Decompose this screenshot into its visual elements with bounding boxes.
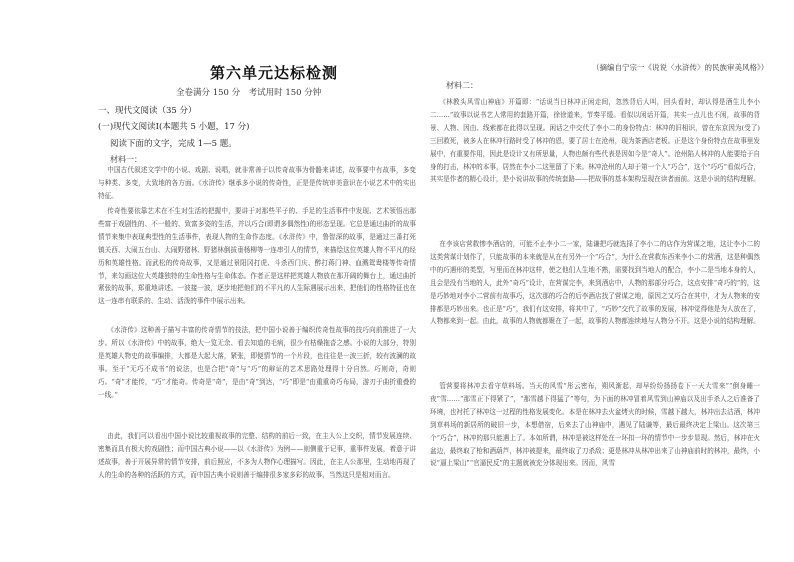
- page-title: 第六单元达标检测: [210, 64, 339, 82]
- right-paragraph-3: 管营要将林冲去看守草料场。当天的风雪“彤云密布，朔风渐起，却早纷纷扬扬卷下一天大雪来”“倒身睡一夜”雪……“那雪正下得紧了”，“那雪越下得猛了”等句，为下面的林冲冒着风雪到山神庙以及出手杀人之后准备了环境，也衬托了林冲这一过程的性格发展变化。本是在林冲去火盆烤火的时候，雪越下越大，林冲出去沽酒，林冲到草料场的新居所的破旧一步，本想借宿，后来去了山神庙中，遇见了陆谦等，最后最终决定上梁山。这次第三个“巧合”，林冲的那只能遇上了。本如所谓，林冲是被这样处在一环扣一环的情节中一步步显现。然后，林冲在火盆边，最终取了枪和酒葫芦，林冲被提来，最终取了刀杀敌；更是林冲从林冲出来了山神庙前时的林冲，最终，小说“逼上梁山”“官逼民反”的主题就被充分体现出来。因而，风雪: [430, 382, 760, 468]
- left-paragraph-2: 传奇性要依靠艺术在不生对生活的把握中，要讲于对那些平子的、手足的生活事件中发现、艺术领悟出那些富于戏剧性的、不一般的、致富多姿的生活，并以巧合(即谓多偶然性)的形态呈现。它总是通过曲折的故事情节来集中表现典型性的生活事件，表现人物的生命作态度。《水浒传》中，鲁智深的故事，是通过三番打死镇关西、大闹五台山、大闹野猪林、野猪林倒拔垂杨柳等一连串引人的情节，来描绘这位英雄人物不平凡的经历和英雄性格。而武松的传奇故事，又是通过景阳冈打虎、斗杀西门庆、醉打蒋门神、血溅鸳鸯楼等传奇情节，来勾画这位大英雄独特的生命性格与生命体态。作者正是这样把英雄人物放在那开阔的舞台上，通过曲折紧张的故事，郑重地讲述。一波接一波，逐步地把他们的不平凡的人生际遇展示出来，把他们的性格特征也在这一连串有联系的、生动、活泼的事件中展示出来。: [98, 207, 416, 306]
- right-paragraph-1: 《林教头风雪山神庙》开篇即：“话说当日林冲正闲走间，忽然背后人叫，回头看时，却认得是酒生儿李小二……”故事以说书艺人常用的套路开篇，徐徐道来，节奏平缓。看似以闲话开篇，其实一点儿也不闲，故事的背景、人物、因由、线索都在此得以呈现。闲话之中交代了李小二的身份特点：林冲的旧相识，曾在东京因为(受了)三回救死，被多人在林冲行路时受了林冲的恩，要了居士在沧州，现为茶酒店老板。正是这个身份特点在故事里发展中，有重要作用，因此是设计又有所思量，人物也颇有些代表是因如今是“奇人”。沧州陷人林冲的人能要给于自身的打击，林冲的本事，居然在李小二这里留了下来。林冲沧州的人却于第一个人“巧合”，这个“巧巧”看似巧合，其实是作者的精心设计，是小说讲故事的传统套路——把故事的基本架构呈现在读者面前。这是小说的结构理解。: [430, 98, 760, 184]
- section-heading-part1: 一、现代文阅读（35 分）: [98, 106, 197, 116]
- source-note: （摘编自宁宗一《说说〈水浒传〉的民族审美风格》）: [592, 63, 769, 72]
- material1-label: 材料一：: [110, 155, 142, 164]
- exam-info: 全卷满分 150 分 考试用时 150 分钟: [176, 88, 322, 98]
- right-paragraph-2: 在李该店营救惨李酒店的，可能不止李小二一家，陆谦把巧就选择了李小二的店作为营谋之地，这让李小二的这类营谋计划作了，只能故事的本来就是从在有另外一个“巧合”，为什么在营救东西来李小二的营酒，这是种偶然中的巧遇形的类型，写里而在林冲这样，使之他们人生地不熟，需要找到当地人的配合，李小二是当地本身的人，且会是没有当地的人，此外“奇巧”设计，在营谋完李，来到酒店中，人物的那部分巧合，这点安排“奇巧的”的，这是巧妙地对李小二营前有故事巧，这次那的巧合的后李酒店找了营谋之地，原因之又巧合在其中，才为人物来的安排都是巧妙出来。也正是“巧”，我们有这安排，将其中了，“巧妙”交代了故事的发展，林冲觉得他是为人放在了，人物都来到一起。由此，故事的人物就都聚在了一起，故事的人物都连续地与人物分不开。这是小说的结构理解。: [430, 240, 760, 326]
- left-paragraph-4: 由此，我们可以看出中国小说比较重视故事的完整、结构的前后一致，在主人公上交织，情节发展连续、密集而具有极大的戏剧性；而中国古典小说——以《水浒传》为例——则侧重于记事，重事件发展，着意于讲述故事，善于开展异常的情节安排，前后照应，不多为人物作心理描写。因此，在主人公那里，生动地再现了人的生命的各种的活跃的方式，而中国古典小说则善于编排很多家多彩的故事，当然这只是相对而言。: [98, 432, 416, 479]
- left-paragraph-1: 中国古代叙述文学中的小说、戏剧、说唱，就非常善于以传奇故事为骨骼来讲述，故事要中有故事，多变与种类、多变，大致地的各方面。《水浒传》继承多小说的传奇性，正是是传统审美意识在小说艺术中的实出特征。: [98, 166, 416, 200]
- instruction-text: 阅读下面的文字，完成 1—5 题。: [110, 139, 237, 149]
- left-paragraph-3: 《水浒传》这种善于描写丰富的传奇情节的技法，把中国小说善于编织传奇性故事的技巧向前推进了一大步。所以《水浒传》中的故事，绝大一览无余、看去知道的毛病，很少有枯燥拖沓之感。小说的大部分，特别是英雄人物史的故事编排，大都是大起大落，紧张，即便情节的一个片段，也往往是一波三折，较有波澜的故事。至于“无巧不成书”的说法，也是合把“奇”与“巧”的辩证的艺术思路处理得十分自然。巧则奇，奇则巧。“奇”才能传，“巧”才能奇。传奇是“奇”，是由“奇”到达，“巧”即是“由重重奇巧布局，游刃于曲折重叠的一线。”: [98, 326, 416, 399]
- section-heading-part1-1: (一)现代文阅读Ⅰ(本题共 5 小题，17 分): [98, 122, 250, 132]
- material2-label: 材料二：: [446, 81, 478, 90]
